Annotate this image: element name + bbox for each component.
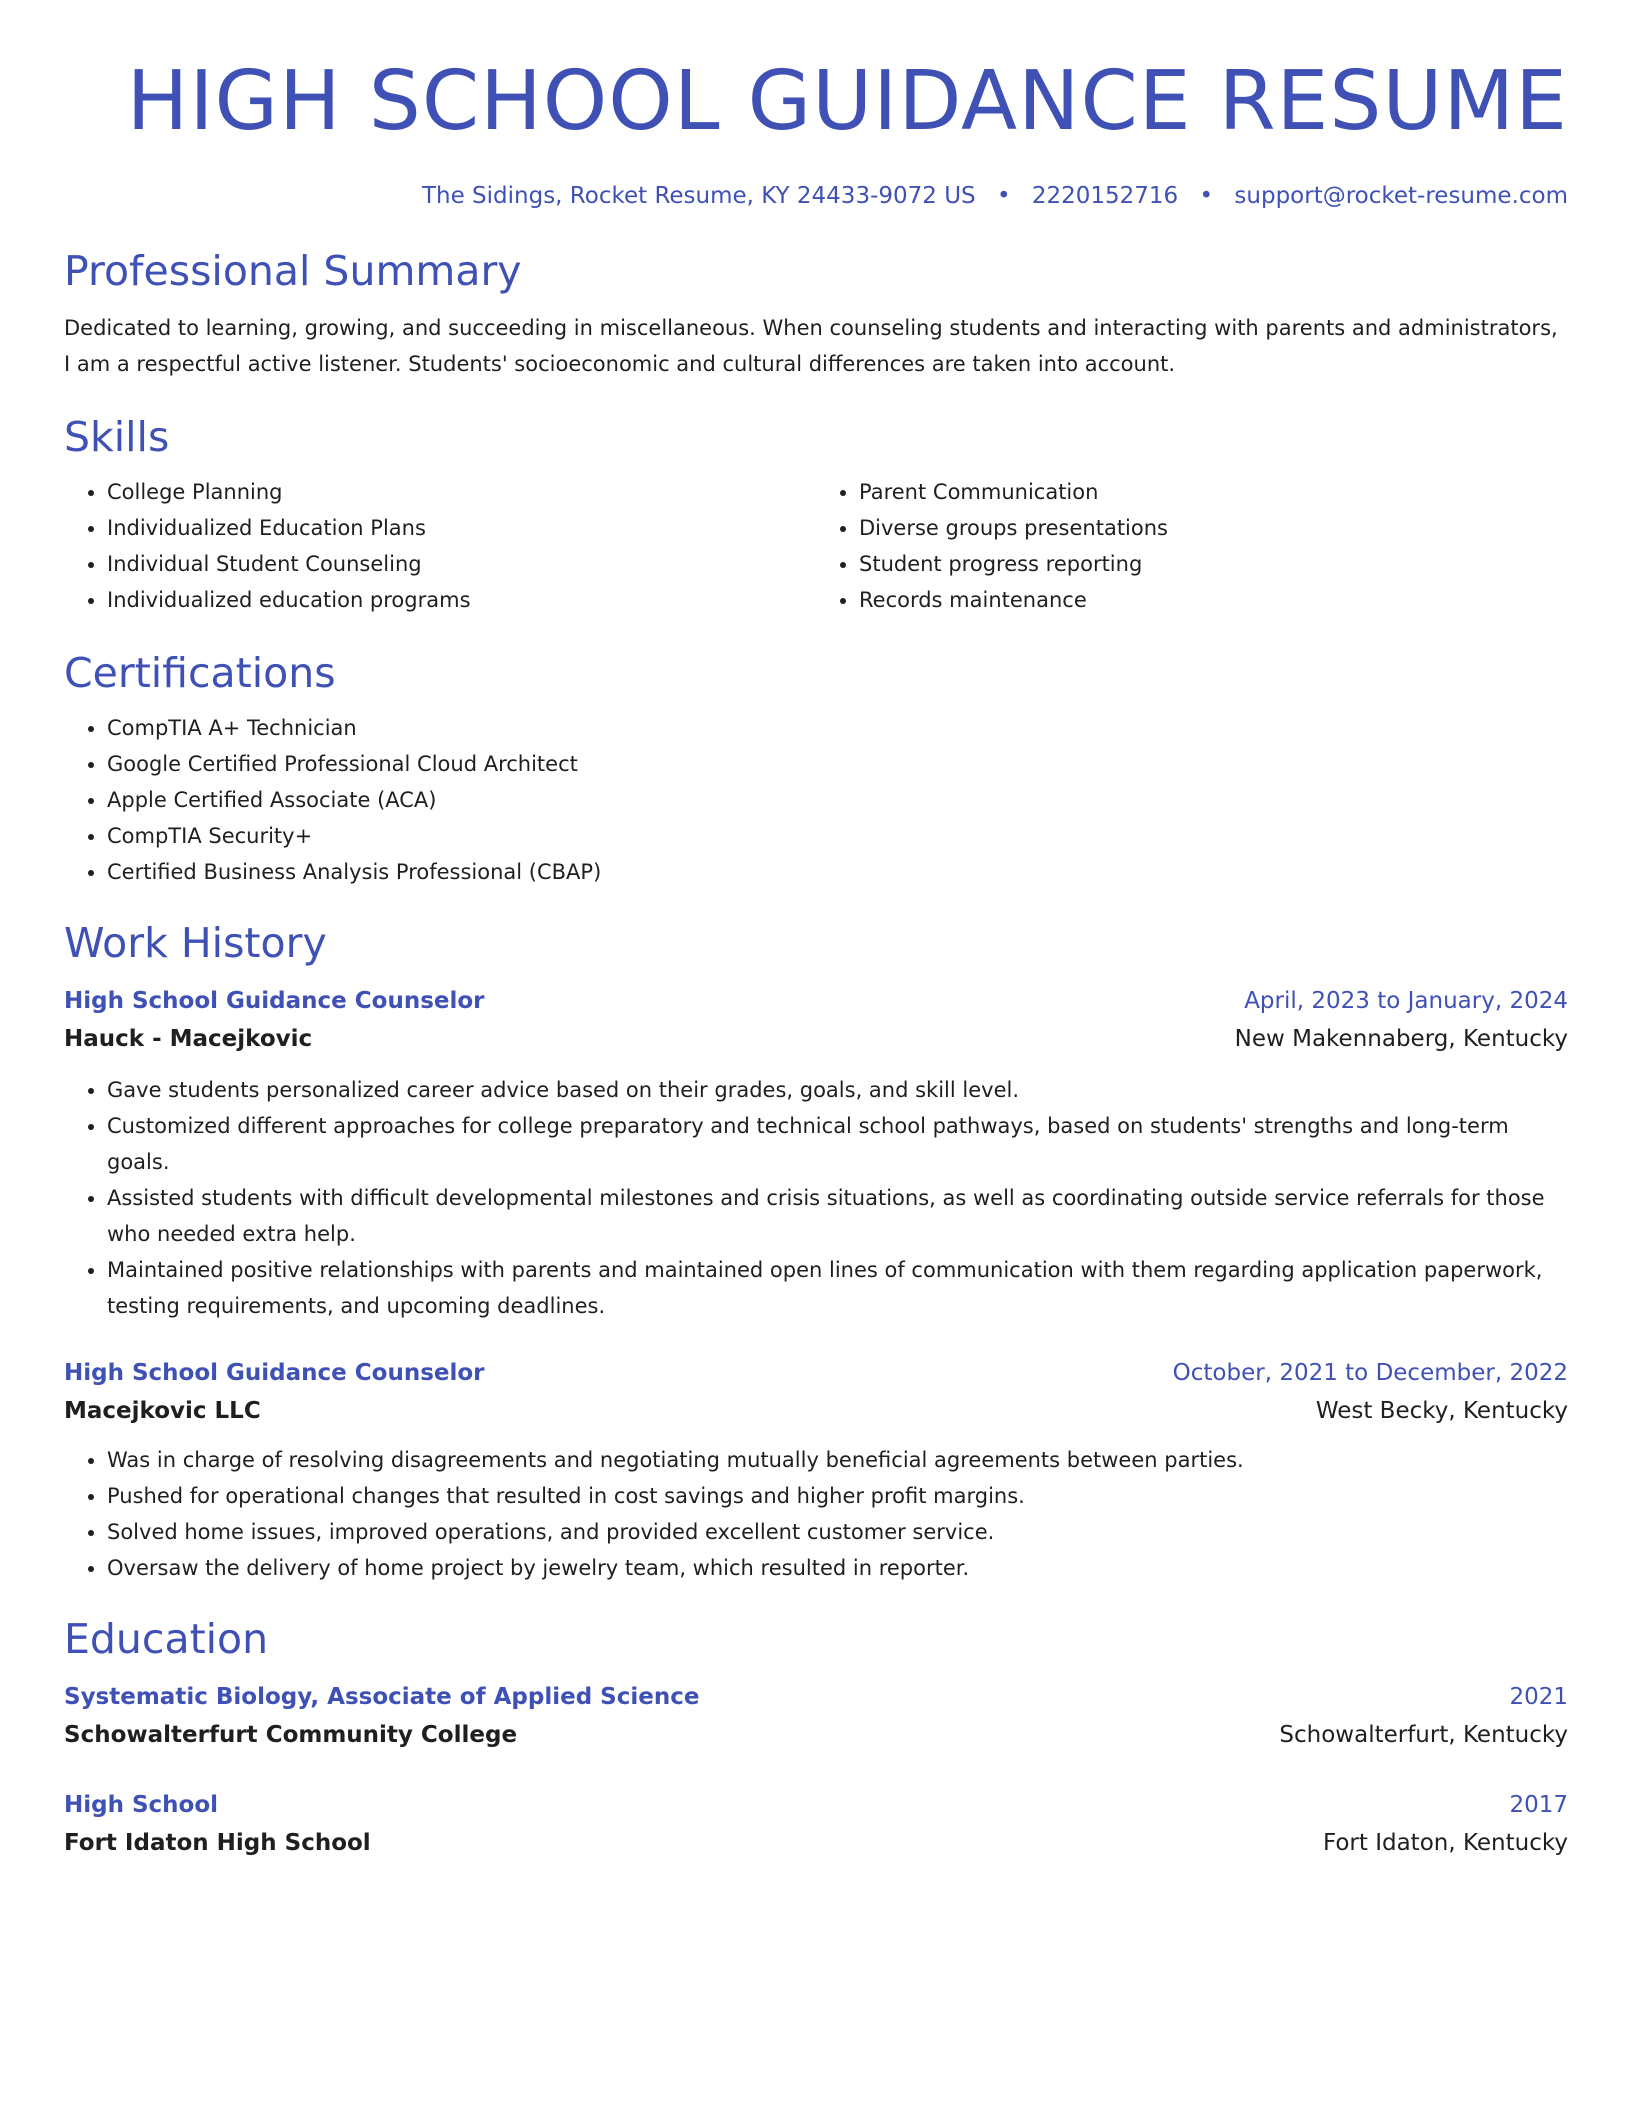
education-school-row xyxy=(64,1716,1568,1754)
job-company-row xyxy=(64,1020,1568,1058)
education-school: Fort Idaton High School xyxy=(64,1830,371,1856)
education-school: Schowalterfurt Community College xyxy=(64,1722,518,1748)
education-heading: Education xyxy=(64,1615,269,1663)
address: The Sidings, Rocket Resume, KY 24433-9072 US xyxy=(421,183,976,209)
skill-item: • Individual Student Counseling xyxy=(107,546,816,582)
job-bullet: • Customized different approaches for college preparatory and technical school pathways, based on students' strengths and long-term goals. xyxy=(107,1108,1568,1180)
job-header-row xyxy=(64,1354,1568,1392)
work-history-section xyxy=(64,918,1568,1586)
job-bullet: • Oversaw the delivery of home project by jewelry team, which resulted in reporter. xyxy=(107,1550,1568,1586)
education-entry xyxy=(64,1786,1568,1862)
skill-item: • Student progress reporting xyxy=(859,546,1568,582)
education-location: Fort Idaton, Kentucky xyxy=(1322,1830,1568,1856)
job-title: High School Guidance Counselor xyxy=(64,988,485,1014)
job-location: West Becky, Kentucky xyxy=(1315,1398,1568,1424)
job-title: High School Guidance Counselor xyxy=(64,1360,485,1386)
education-degree: High School xyxy=(64,1792,219,1818)
job-dates: April, 2023 to January, 2024 xyxy=(1244,988,1568,1014)
job-bullet: • Was in charge of resolving disagreements and negotiating mutually beneficial agreements between parties. xyxy=(107,1442,1568,1478)
education-section xyxy=(64,1614,1568,1862)
skill-item: • Diverse groups presentations xyxy=(859,510,1568,546)
summary-text: Dedicated to learning, growing, and succeeding in miscellaneous. When counseling students and interacting with parents and administrators, I am a respectful active listener. Students' socioeconomic and cultural differences are taken into account. xyxy=(64,316,1558,376)
education-year: 2021 xyxy=(1509,1684,1568,1710)
job-bullet: • Pushed for operational changes that resulted in cost savings and higher profit margins. xyxy=(107,1478,1568,1514)
education-year: 2017 xyxy=(1509,1792,1568,1818)
contact-separator: • xyxy=(1199,183,1214,209)
certifications-heading: Certifications xyxy=(64,649,336,697)
job-entry xyxy=(64,982,1568,1324)
job-dates: October, 2021 to December, 2022 xyxy=(1172,1360,1568,1386)
skills-section xyxy=(64,412,1568,618)
education-location: Schowalterfurt, Kentucky xyxy=(1279,1722,1568,1748)
skills-heading: Skills xyxy=(64,413,170,461)
certification-item: • CompTIA A+ Technician xyxy=(107,710,1568,746)
job-bullet: • Assisted students with difficult developmental milestones and crisis situations, as well as coordinating outside service referrals for those who needed extra help. xyxy=(107,1180,1568,1252)
skill-item: • College Planning xyxy=(107,474,816,510)
job-company: Macejkovic LLC xyxy=(64,1398,261,1424)
summary-heading: Professional Summary xyxy=(64,247,522,295)
education-degree: Systematic Biology, Associate of Applied Science xyxy=(64,1684,700,1710)
contact-separator: • xyxy=(996,183,1011,209)
work-history-heading: Work History xyxy=(64,919,327,967)
job-location: New Makennaberg, Kentucky xyxy=(1234,1026,1568,1052)
job-company: Hauck - Macejkovic xyxy=(64,1026,313,1052)
certifications-section xyxy=(64,648,1568,890)
skills-list-left xyxy=(64,474,816,618)
skill-item: • Individualized Education Plans xyxy=(107,510,816,546)
phone: 2220152716 xyxy=(1031,183,1179,209)
education-header-row xyxy=(64,1786,1568,1824)
job-bullets xyxy=(64,1072,1568,1324)
job-bullet: • Gave students personalized career advice based on their grades, goals, and skill level. xyxy=(107,1072,1568,1108)
skill-item: • Individualized education programs xyxy=(107,582,816,618)
education-school-row xyxy=(64,1824,1568,1862)
skill-item: • Parent Communication xyxy=(859,474,1568,510)
education-entry xyxy=(64,1678,1568,1754)
job-bullet: • Solved home issues, improved operations, and provided excellent customer service. xyxy=(107,1514,1568,1550)
email: support@rocket-resume.com xyxy=(1234,183,1568,209)
job-bullets xyxy=(64,1442,1568,1586)
job-bullet: • Maintained positive relationships with parents and maintained open lines of communication with them regarding application paperwork, testing requirements, and upcoming deadlines. xyxy=(107,1252,1568,1324)
resume-title: HIGH SCHOOL GUIDANCE RESUME xyxy=(126,54,1568,149)
skill-item: • Records maintenance xyxy=(859,582,1568,618)
certifications-list xyxy=(64,710,1568,890)
job-entry xyxy=(64,1354,1568,1586)
skills-columns xyxy=(64,474,1568,618)
certification-item: • Google Certified Professional Cloud Architect xyxy=(107,746,1568,782)
certification-item: • Apple Certified Associate (ACA) xyxy=(107,782,1568,818)
job-company-row xyxy=(64,1392,1568,1430)
education-header-row xyxy=(64,1678,1568,1716)
certification-item: • Certified Business Analysis Professional (CBAP) xyxy=(107,854,1568,890)
certification-item: • CompTIA Security+ xyxy=(107,818,1568,854)
job-header-row xyxy=(64,982,1568,1020)
skills-list-right xyxy=(816,474,1568,618)
contact-line xyxy=(64,180,1568,212)
summary-section xyxy=(64,246,1568,382)
